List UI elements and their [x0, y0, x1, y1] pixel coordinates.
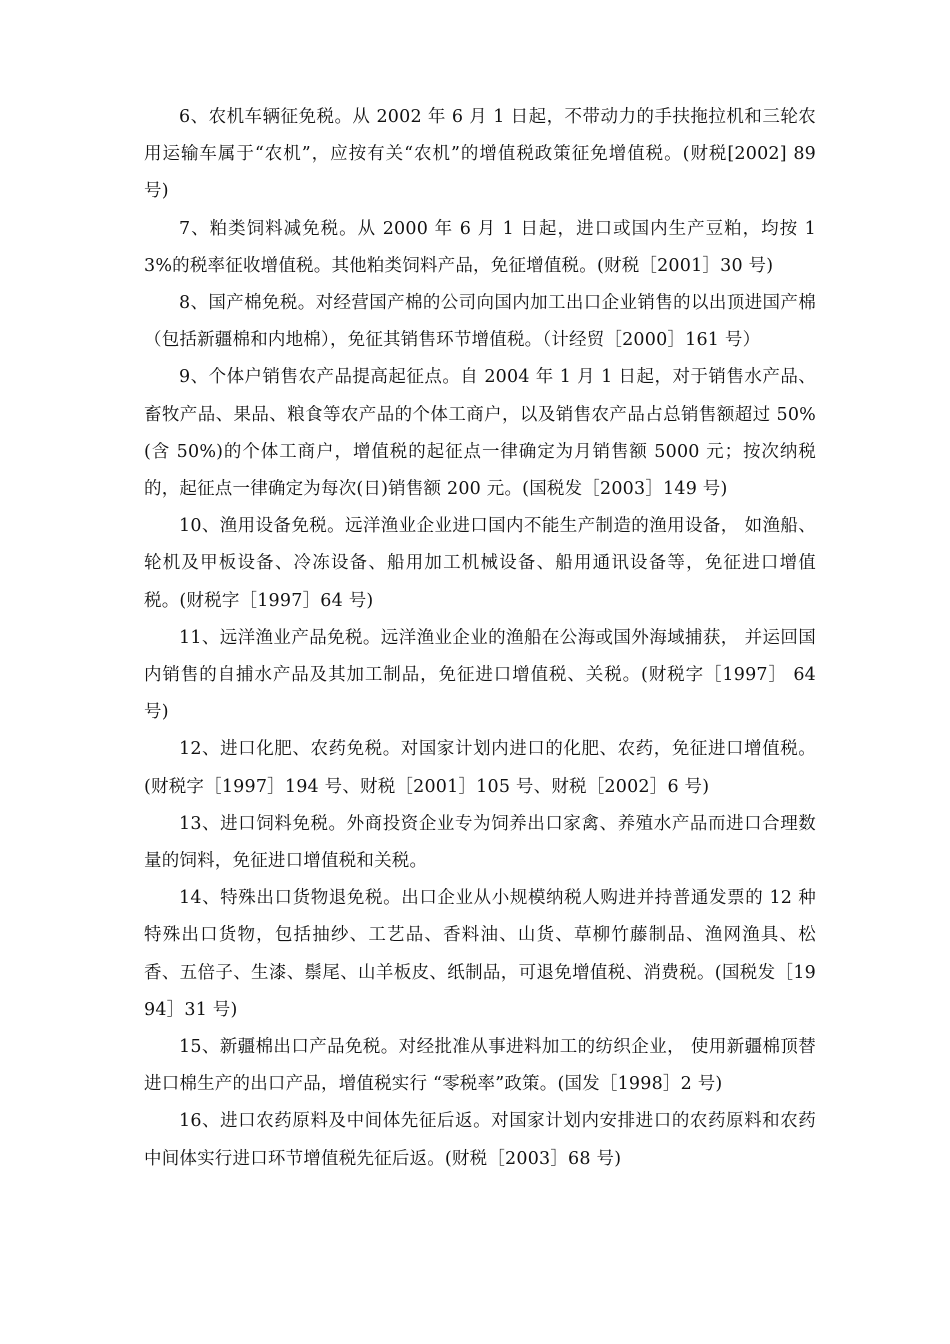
paragraph-14: 14、特殊出口货物退免税。出口企业从小规模纳税人购进并持普通发票的 12 种特殊出口货物，包括抽纱、工艺品、香料油、山货、草柳竹藤制品、渔网渔具、松香、五倍子、生漆、鬃尾、山羊板皮、纸制品，可退免增值税、消费税。(国税发［1994］31 号) [144, 888, 816, 1020]
paragraph-8: 8、国产棉免税。对经营国产棉的公司向国内加工出口企业销售的以出顶进国产棉（包括新疆棉和内地棉），免征其销售环节增值税。（计经贸［2000］161 号） [144, 293, 816, 351]
paragraph-16: 16、进口农药原料及中间体先征后返。对国家计划内安排进口的农药原料和农药中间体实行进口环节增值税先征后返。(财税［2003］68 号) [144, 1111, 816, 1169]
paragraph-6: 6、农机车辆征免税。从 2002 年 6 月 1 日起，不带动力的手扶拖拉机和三轮农用运输车属于“农机”，应按有关“农机”的增值税政策征免增值税。(财税[2002] 89 号) [144, 107, 816, 202]
paragraph-10: 10、渔用设备免税。远洋渔业企业进口国内不能生产制造的渔用设备， 如渔船、轮机及甲板设备、冷冻设备、船用加工机械设备、船用通讯设备等，免征进口增值税。(财税字［1997］64 号) [144, 516, 816, 611]
document-page [144, 99, 816, 1178]
paragraph-11: 11、远洋渔业产品免税。远洋渔业企业的渔船在公海或国外海域捕获， 并运回国内销售的自捕水产品及其加工制品，免征进口增值税、关税。(财税字［1997］ 64 号) [144, 627, 816, 723]
paragraph-15: 15、新疆棉出口产品免税。对经批准从事进料加工的纺织企业， 使用新疆棉顶替进口棉生产的出口产品，增值税实行 “零税率”政策。(国发［1998］2 号) [144, 1037, 816, 1095]
paragraph-7: 7、粕类饲料减免税。从 2000 年 6 月 1 日起，进口或国内生产豆粕，均按 13%的税率征收增值税。其他粕类饲料产品，免征增值税。(财税［2001］30 号) [144, 218, 816, 276]
paragraph-9: 9、个体户销售农产品提高起征点。自 2004 年 1 月 1 日起，对于销售水产品、畜牧产品、果品、粮食等农产品的个体工商户，以及销售农产品占总销售额超过 50%(含 50%)的个体工商户，增值税的起征点一律确定为月销售额 5000 元；按次纳税的，起征点一律确定为每次(日)销售额 200 元。(国税发［2003］149 号) [144, 367, 816, 500]
paragraph-13: 13、进口饲料免税。外商投资企业专为饲养出口家禽、养殖水产品而进口合理数量的饲料，免征进口增值税和关税。 [144, 813, 816, 872]
paragraph-12: 12、进口化肥、农药免税。对国家计划内进口的化肥、农药，免征进口增值税。(财税字［1997］194 号、财税［2001］105 号、财税［2002］6 号) [144, 739, 816, 797]
